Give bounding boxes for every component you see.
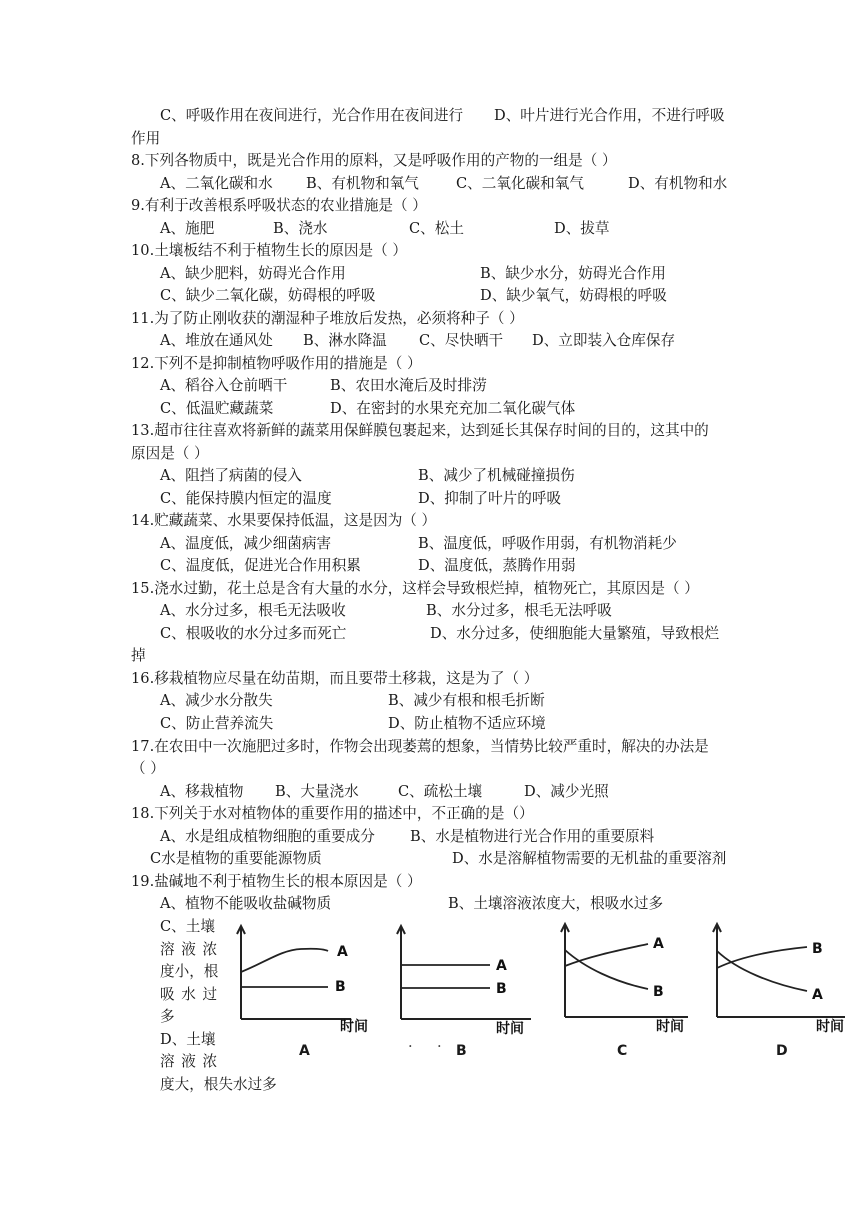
- option-text: A、堆放在通风处: [160, 332, 273, 349]
- option-text: C、尽快晒干: [419, 332, 504, 349]
- graph-caption: C: [617, 1043, 628, 1059]
- scan-mark: ·: [408, 1038, 413, 1055]
- option-text: C、根吸收的水分过多而死亡: [160, 625, 347, 642]
- question-text: 9.有利于改善根系呼吸状态的农业措施是（ ）: [131, 197, 427, 214]
- option-text: B、温度低，呼吸作用弱，有机物消耗少: [418, 535, 677, 552]
- curve-a: [717, 951, 807, 991]
- question-text: 12.下列不是抑制植物呼吸作用的措施是（ ）: [131, 355, 422, 372]
- curve-a: [241, 949, 328, 972]
- option-text: C、防止营养流失: [160, 715, 274, 732]
- option-text: C、疏松土壤: [398, 783, 483, 800]
- option-text: 度大，根失水过多: [160, 1076, 277, 1093]
- option-text: 吸 水 过: [160, 986, 219, 1003]
- option-text: A、阻挡了病菌的侵入: [160, 467, 302, 484]
- option-text: B、减少有根和根毛折断: [388, 692, 545, 709]
- question-text: 8.下列各物质中，既是光合作用的原料，又是呼吸作用的产物的一组是（ ）: [131, 152, 617, 169]
- option-text: D、土壤: [160, 1031, 216, 1048]
- line-label: A: [496, 958, 507, 974]
- graph-c: [560, 918, 695, 1035]
- option-text: D、水是溶解植物需要的无机盐的重要溶剂: [452, 850, 727, 867]
- question-text: 15.浇水过勤，花土总是含有大量的水分，这样会导致根烂掉，植物死亡，其原因是（ ）: [131, 580, 699, 597]
- option-text: B、水分过多，根毛无法呼吸: [426, 602, 612, 619]
- option-text: D、减少光照: [524, 783, 609, 800]
- graph-caption: A: [299, 1043, 310, 1059]
- option-text: 度小，根: [160, 963, 219, 980]
- question-text: （ ）: [131, 760, 165, 777]
- option-text: A、植物不能吸收盐碱物质: [160, 895, 332, 912]
- option-text: D、在密封的水果充充加二氧化碳气体: [330, 400, 576, 417]
- question-text: 16.移栽植物应尽量在幼苗期，而且要带土移栽，这是为了（ ）: [131, 670, 539, 687]
- option-text: B、大量浇水: [275, 783, 359, 800]
- option-text: B、农田水淹后及时排涝: [330, 377, 487, 394]
- option-text: A、水分过多，根毛无法吸收: [160, 602, 346, 619]
- option-text: A、减少水分散失: [160, 692, 273, 709]
- question-text: 原因是（ ）: [131, 445, 209, 462]
- option-text: C、能保持膜内恒定的温度: [160, 490, 332, 507]
- option-text: B、有机物和氧气: [306, 175, 419, 192]
- option-text: D、防止植物不适应环境: [388, 715, 546, 732]
- option-text: B、减少了机械碰撞损伤: [418, 467, 575, 484]
- option-text: D、抑制了叶片的呼吸: [418, 490, 562, 507]
- line-label: B: [496, 981, 507, 997]
- option-text: A、温度低，减少细菌病害: [160, 535, 332, 552]
- option-text: A、稻谷入仓前晒干: [160, 377, 288, 394]
- option-text: A、缺少肥料，妨碍光合作用: [160, 265, 346, 282]
- graph-d: [712, 918, 852, 1035]
- curve-b: [565, 950, 648, 989]
- option-text: C、土壤: [160, 918, 215, 935]
- line-label: B: [335, 979, 346, 995]
- option-text: 掉: [131, 647, 146, 664]
- option-text: C水是植物的重要能源物质: [150, 850, 322, 867]
- option-text: C、松土: [409, 220, 464, 237]
- option-text: C、低温贮藏蔬菜: [160, 400, 274, 417]
- line-label: A: [337, 944, 348, 960]
- graph-caption: B: [456, 1043, 467, 1059]
- option-text: A、移栽植物: [160, 783, 244, 800]
- option-text: B、缺少水分，妨碍光合作用: [480, 265, 666, 282]
- option-text: B、土壤溶液浓度大，根吸水过多: [448, 895, 664, 912]
- option-text: D、温度低，蒸腾作用弱: [418, 557, 576, 574]
- option-text: 作用: [131, 130, 161, 147]
- line-label: B: [812, 941, 823, 957]
- curve-b: [717, 947, 807, 968]
- option-text: A、水是组成植物细胞的重要成分: [160, 828, 375, 845]
- option-text: D、拔草: [554, 220, 610, 237]
- line-label: A: [653, 936, 664, 952]
- option-text: D、叶片进行光合作用，不进行呼吸: [494, 107, 725, 124]
- x-axis-label: 时间: [816, 1019, 844, 1035]
- graph-caption: D: [776, 1043, 788, 1059]
- option-text: C、温度低，促进光合作用积累: [160, 557, 361, 574]
- graph-b: [396, 922, 536, 1037]
- curve-a: [565, 944, 648, 966]
- option-text: C、呼吸作用在夜间进行，光合作用在夜间进行: [160, 107, 464, 124]
- x-axis-label: 时间: [496, 1021, 524, 1037]
- question-text: 14.贮藏蔬菜、水果要保持低温，这是因为（ ）: [131, 512, 437, 529]
- option-text: A、二氧化碳和水: [160, 175, 273, 192]
- option-text: 溶 液 浓: [160, 941, 219, 958]
- graph-a: [236, 922, 368, 1035]
- option-text: 多: [160, 1008, 175, 1025]
- option-text: B、浇水: [273, 220, 328, 237]
- line-label: B: [653, 984, 664, 1000]
- option-text: B、水是植物进行光合作用的重要原料: [410, 828, 655, 845]
- option-text: D、水分过多，使细胞能大量繁殖，导致根烂: [430, 625, 719, 642]
- x-axis-label: 时间: [340, 1019, 368, 1035]
- option-text: A、施肥: [160, 220, 215, 237]
- option-text: D、缺少氧气，妨碍根的呼吸: [480, 287, 667, 304]
- line-label: A: [812, 987, 823, 1003]
- question-text: 13.超市往往喜欢将新鲜的蔬菜用保鲜膜包裹起来，达到延长其保存时间的目的，这其中的: [131, 422, 709, 439]
- option-text: C、缺少二氧化碳，妨碍根的呼吸: [160, 287, 376, 304]
- option-text: D、有机物和水: [628, 175, 728, 192]
- option-text: B、淋水降温: [303, 332, 387, 349]
- option-text: D、立即装入仓库保存: [532, 332, 676, 349]
- question-text: 18.下列关于水对植物体的重要作用的描述中，不正确的是（）: [131, 805, 534, 822]
- question-text: 11.为了防止刚收获的潮湿种子堆放后发热，必须将种子（ ）: [131, 310, 524, 327]
- scan-mark: ·: [437, 1038, 442, 1055]
- option-text: C、二氧化碳和氧气: [456, 175, 584, 192]
- option-text: 溶 液 浓: [160, 1053, 219, 1070]
- question-text: 10.土壤板结不利于植物生长的原因是（ ）: [131, 242, 407, 259]
- question-text: 19.盐碱地不利于植物生长的根本原因是（ ）: [131, 873, 422, 890]
- x-axis-label: 时间: [656, 1019, 684, 1035]
- question-text: 17.在农田中一次施肥过多时，作物会出现萎蔫的想象，当情势比较严重时，解决的办法是: [131, 738, 709, 755]
